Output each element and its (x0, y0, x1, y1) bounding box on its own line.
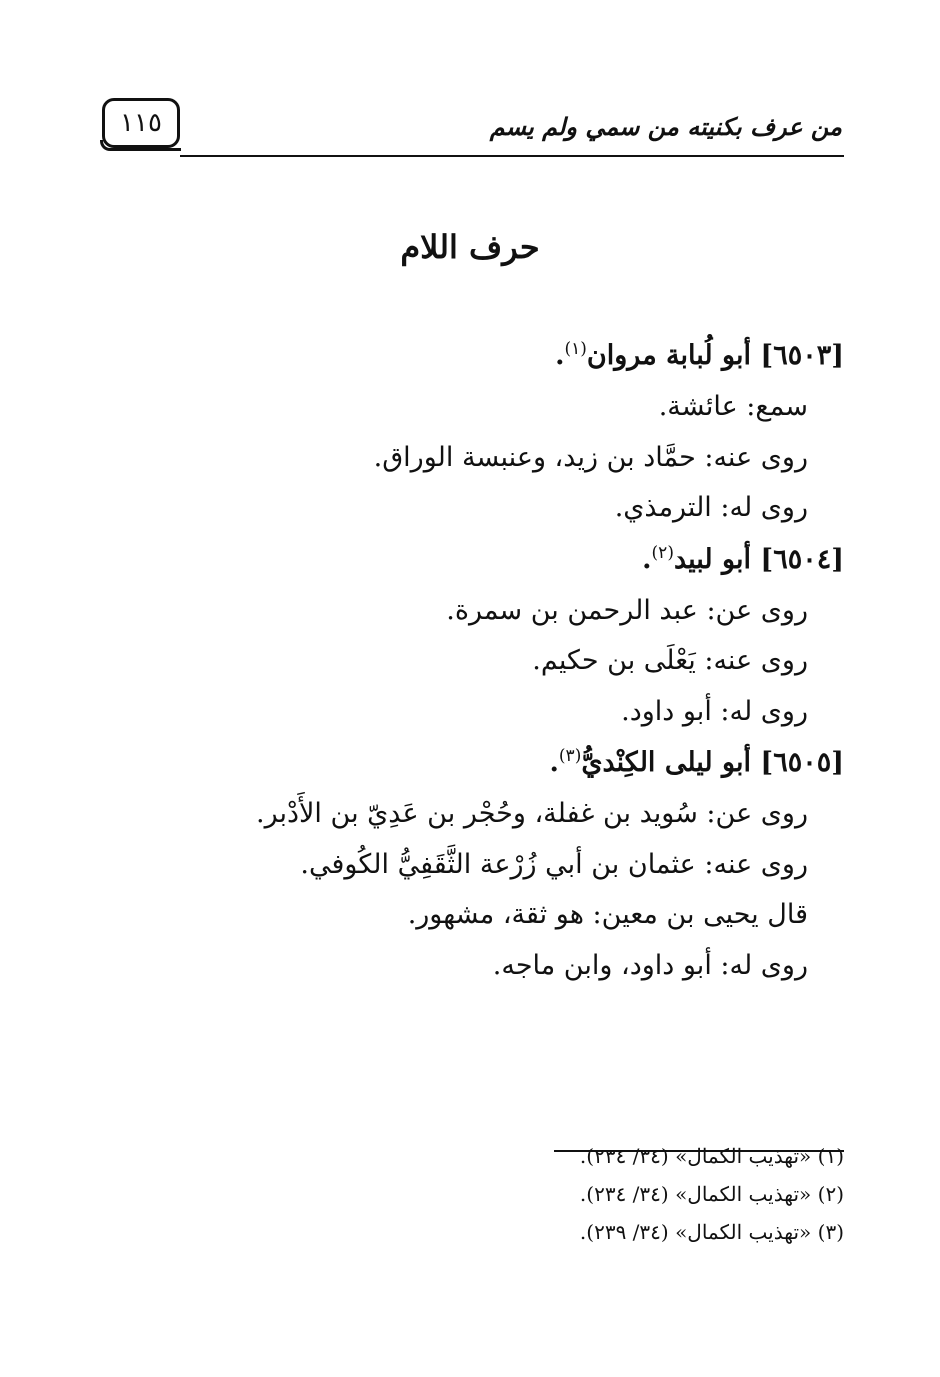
page-number-text: ١١٥ (120, 108, 162, 138)
entry-heading (144, 534, 844, 586)
entry-heading (144, 737, 844, 789)
entry-line: روى عن: عبد الرحمن بن سمرة. (446, 594, 808, 626)
footnote: (٣) «تهذيب الكمال» (٣٤/ ٢٣٩). (579, 1220, 844, 1244)
entry-heading (144, 330, 844, 382)
page-number (102, 98, 180, 148)
entry-line: روى عنه: يَعْلَى بن حكيم. (532, 645, 808, 676)
entry-name: أبو لبيد (673, 543, 752, 575)
entry-line: روى له: أبو داود. (621, 695, 808, 727)
footnote-marker: (١) (564, 339, 587, 359)
running-head: من عرف بكنيته من سمي ولم يسم (489, 112, 842, 141)
entries (144, 330, 844, 991)
entry-number: [٦٥٠٤] (760, 543, 844, 575)
entry-end: . (642, 543, 652, 575)
entry-line: روى له: الترمذي. (614, 492, 808, 523)
entry-end: . (549, 747, 559, 778)
footnotes (344, 1137, 844, 1251)
entry-line: روى عنه: حمَّاد بن زيد، وعنبسة الوراق. (373, 441, 808, 473)
footnote: (١) «تهذيب الكمال» (٣٤/ ٢٣٤). (579, 1144, 844, 1168)
footnote-marker: (٢) (651, 542, 674, 563)
entry-number: [٦٥٠٣] (760, 340, 844, 371)
entry-line: قال يحيى بن معين: هو ثقة، مشهور. (407, 899, 808, 930)
footnote: (٢) «تهذيب الكمال» (٣٤/ ٢٣٤). (579, 1182, 844, 1206)
entry-end: . (555, 340, 565, 371)
footnote-marker: (٣) (558, 746, 582, 766)
entry-line: سمع: عائشة. (658, 391, 808, 422)
entry-name: أبو لُبابة مروان (586, 340, 752, 371)
entry-number: [٦٥٠٥] (760, 747, 844, 778)
header-rule (180, 155, 844, 157)
entry-line: روى عنه: عثمان بن أبي زُرْعة الثَّقَفِيُّ الكُوفي. (300, 848, 808, 880)
entry-name: أبو ليلى الكِنْديُّ (581, 747, 752, 778)
chapter-title: حرف اللام (400, 228, 540, 266)
entry-line: روى له: أبو داود، وابن ماجه. (492, 949, 808, 981)
entry-line: روى عن: سُويد بن غفلة، وحُجْر بن عَدِيّ بن الأَدْبر. (256, 798, 808, 829)
